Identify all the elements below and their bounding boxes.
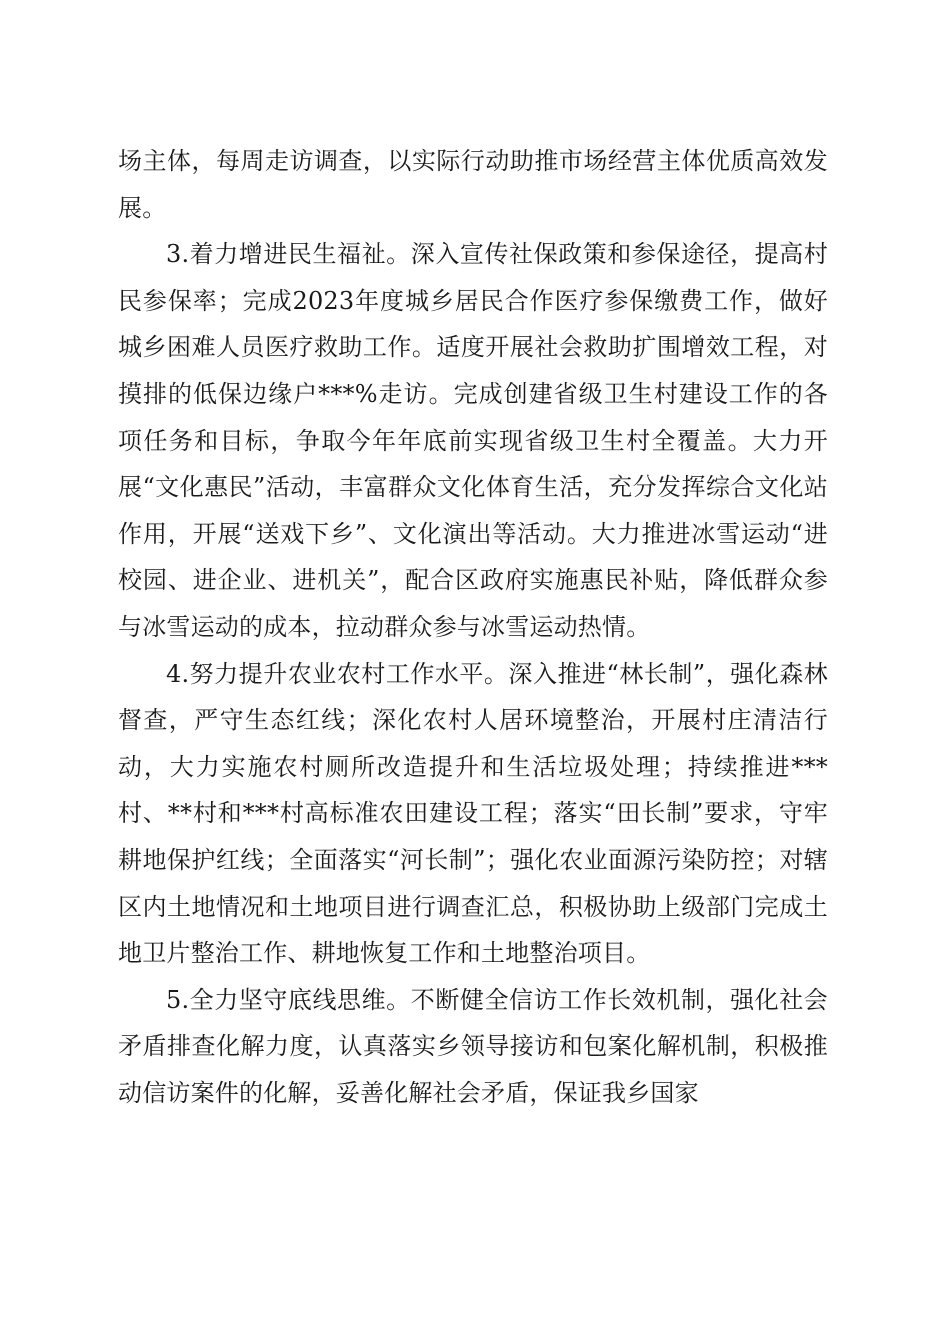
paragraph-item-4: 4.努力提升农业农村工作水平。深入推进“林长制”，强化森林督查，严守生态红线；深化农村人居环境整治，开展村庄清洁行动，大力实施农村厕所改造提升和生活垃圾处理；持续推进***村、**村和***村高标准农田建设工程；落实“田长制”要求，守牢耕地保护红线；全面落实“河长制”；强化农业面源污染防控；对辖区内土地情况和土地项目进行调查汇总，积极协助上级部门完成土地卫片整治工作、耕地恢复工作和土地整治项目。: [118, 659, 828, 968]
paragraph-continuation: 场主体，每周走访调查，以实际行动助推市场经营主体优质高效发展。: [118, 147, 828, 222]
document-body: [118, 138, 828, 1116]
paragraph-item-5: 5.全力坚守底线思维。不断健全信访工作长效机制，强化社会矛盾排查化解力度，认真落实乡领导接访和包案化解机制，积极推动信访案件的化解，妥善化解社会矛盾，保证我乡国家: [118, 985, 828, 1107]
paragraph-item-3: 3.着力增进民生福祉。深入宣传社保政策和参保途径，提高村民参保率；完成2023年度城乡居民合作医疗参保缴费工作，做好城乡困难人员医疗救助工作。适度开展社会救助扩围增效工程，对摸排的低保边缘户***%走访。完成创建省级卫生村建设工作的各项任务和目标，争取今年年底前实现省级卫生村全覆盖。大力开展“文化惠民”活动，丰富群众文化体育生活，充分发挥综合文化站作用，开展“送戏下乡”、文化演出等活动。大力推进冰雪运动“进校园、进企业、进机关”，配合区政府实施惠民补贴，降低群众参与冰雪运动的成本，拉动群众参与冰雪运动热情。: [118, 240, 828, 641]
